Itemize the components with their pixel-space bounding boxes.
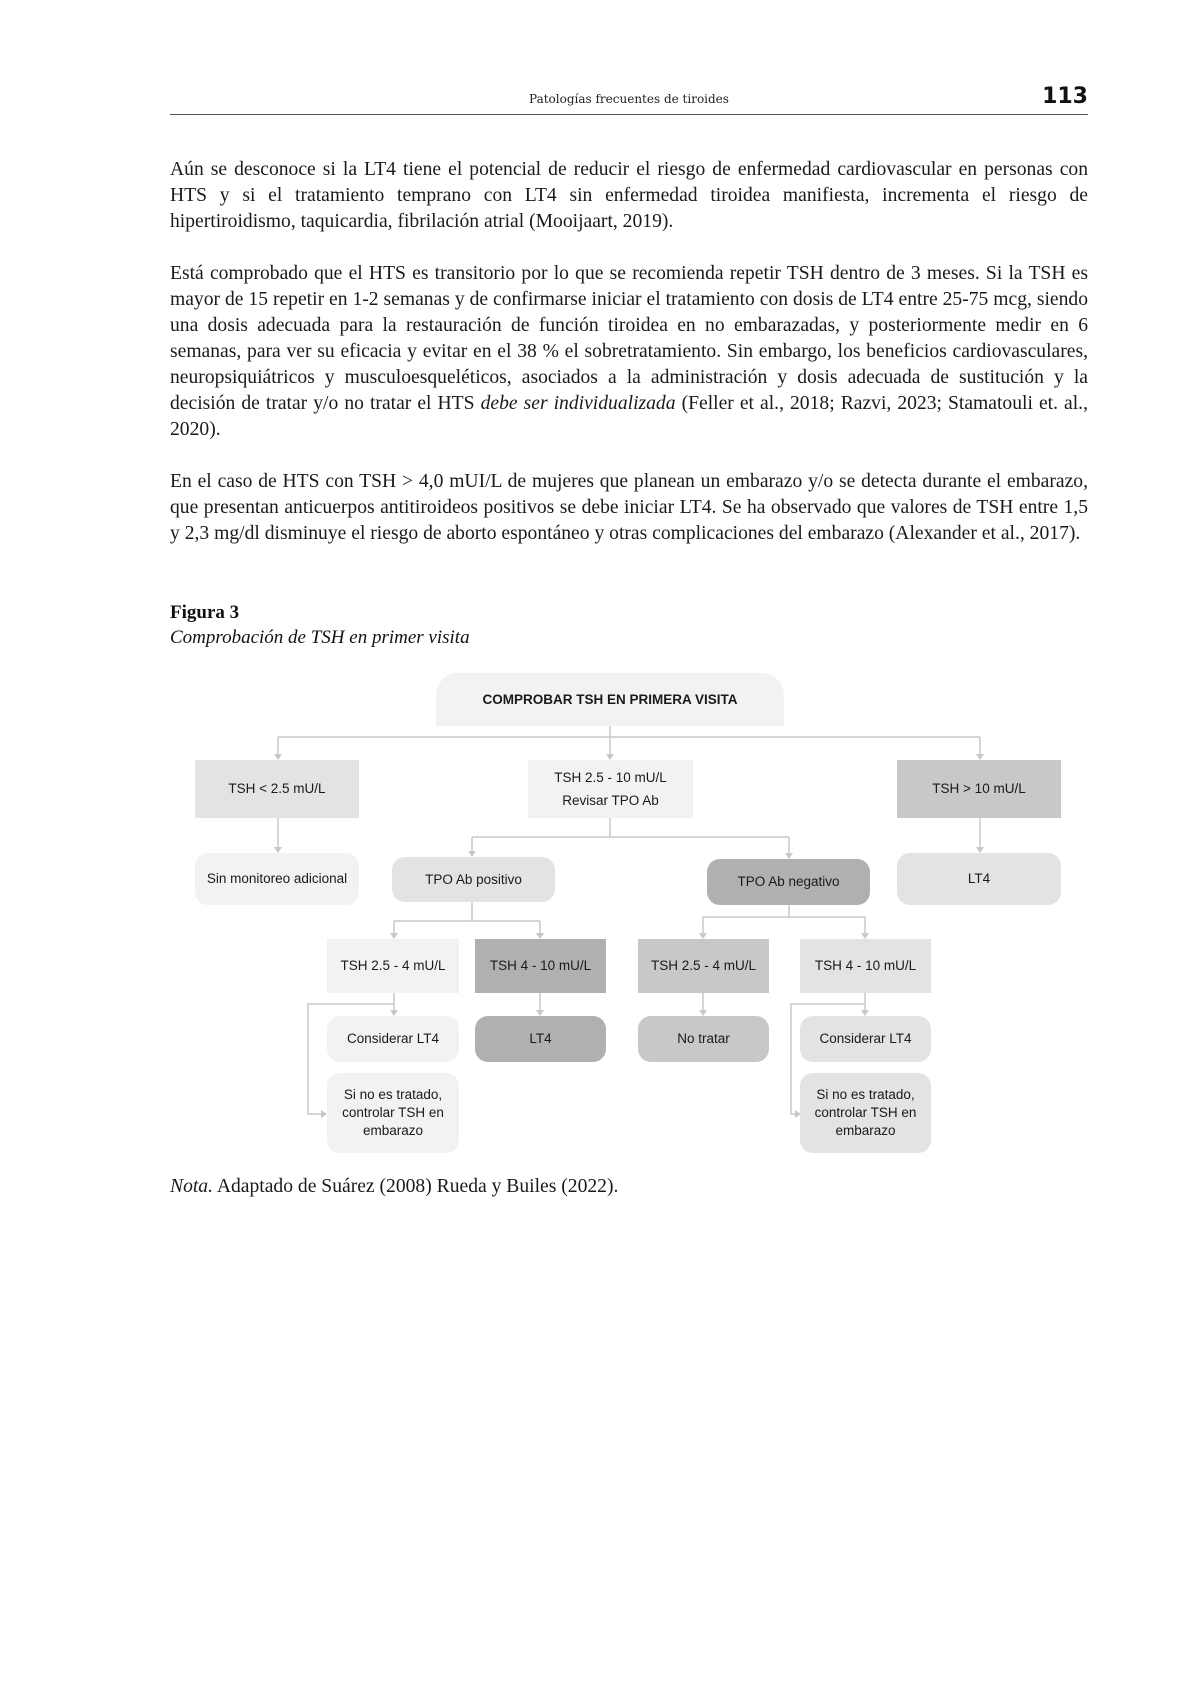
neg-no-treat-box: [638, 1016, 769, 1062]
tpo-positive-box: [392, 857, 555, 902]
flowchart-root-label: COMPROBAR TSH EN PRIMERA VISITA: [482, 691, 738, 707]
paragraph-1: Aún se desconoce si la LT4 tiene el potencial de reducir el riesgo de enfermedad cardiovascular en personas con HTS y si el tratamiento temprano con LT4 sin enfermedad tiroidea manifiesta, incrementa el riesgo de hipertiroidismo, taquicardia, fibrilación atrial (Mooijaart, 2019).: [170, 159, 1088, 232]
tsh-high-label: TSH > 10 mU/L: [932, 781, 1026, 796]
page-number: 113: [1042, 84, 1088, 109]
pos-tsh-high-box: [475, 939, 606, 993]
pos-pregnancy-control-line-3: embarazo: [362, 1123, 424, 1138]
neg-consider-lt4-label: Considerar LT4: [819, 1031, 912, 1046]
neg-pregnancy-control-line-1: Si no es tratado,: [816, 1087, 915, 1102]
no-monitoring-label: Sin monitoreo adicional: [206, 871, 348, 886]
figure-note: [170, 1176, 618, 1198]
neg-tsh-high-label: TSH 4 - 10 mU/L: [814, 958, 917, 973]
no-monitoring-box: [195, 853, 359, 905]
tsh-mid-label-2: Revisar TPO Ab: [562, 792, 659, 808]
pos-tsh-high-label: TSH 4 - 10 mU/L: [489, 958, 592, 973]
tpo-negative-label: TPO Ab negativo: [737, 874, 840, 889]
tpo-positive-label: TPO Ab positivo: [425, 871, 522, 887]
flowchart-root: [436, 673, 784, 726]
tsh-mid-label-1: TSH 2.5 - 10 mU/L: [554, 769, 667, 785]
pos-lt4-label: LT4: [529, 1031, 552, 1046]
tsh-low-box: [195, 760, 359, 818]
pos-consider-lt4-label: Considerar LT4: [346, 1031, 440, 1046]
tsh-low-label: TSH < 2.5 mU/L: [228, 781, 326, 796]
pos-pregnancy-control-line-2: controlar TSH en: [342, 1105, 444, 1120]
pos-tsh-low-label: TSH 2.5 - 4 mU/L: [340, 958, 446, 973]
figure-caption: Comprobación de TSH en primer visita: [170, 627, 470, 648]
neg-tsh-high-box: [800, 939, 931, 993]
pos-pregnancy-control-line-1: Si no es tratado,: [343, 1087, 443, 1102]
neg-tsh-low-box: [638, 939, 769, 993]
neg-tsh-low-label: TSH 2.5 - 4 mU/L: [650, 958, 757, 973]
pos-consider-lt4-box: [327, 1016, 459, 1062]
tsh-high-box: [897, 760, 1061, 818]
lt4-high-box: [897, 853, 1061, 905]
running-title: Patologías frecuentes de tiroides: [529, 92, 729, 106]
paragraph-2-text-a: Está comprobado que el HTS es transitorio por lo que se recomienda repetir TSH dentro de 3 meses. Si la TSH es mayor de 15 repetir en 1-2 semanas y de confirmarse iniciar el tratamiento con dosis de LT4 entre 25-75 mcg, siendo una dosis adecuada para la restauración de función tiroidea en no embarazadas, y posteriormente medir en 6 semanas, para ver su eficacia y evitar en el 38 % el sobretratamiento. Sin embargo, los beneficios cardiovasculares, neuropsiquiátricos y musculoesqueléticos, asociados a la administración y dosis adecuada de sustitución y la decisión de tratar y/o no tratar el HTS: [170, 263, 1088, 414]
neg-pregnancy-control-box: [800, 1073, 931, 1153]
pos-lt4-box: [475, 1016, 606, 1062]
paragraph-2-text-b: (Feller et al., 2018; Razvi, 2023; Stamatouli et. al., 2020).: [170, 393, 1088, 440]
neg-no-treat-label: No tratar: [677, 1031, 730, 1046]
paragraph-2-emphasis: debe ser individualizada: [480, 393, 676, 414]
neg-consider-lt4-box: [800, 1016, 931, 1062]
pos-pregnancy-control-box: [327, 1073, 459, 1153]
figure-label: Figura 3: [170, 602, 240, 623]
figure-note-label: Nota.: [170, 1176, 214, 1197]
neg-pregnancy-control-line-2: controlar TSH en: [814, 1105, 917, 1120]
tpo-negative-box: [707, 859, 870, 905]
figure-note-text: Adaptado de Suárez (2008) Rueda y Builes (2022).: [213, 1176, 619, 1197]
pos-tsh-low-box: [327, 939, 459, 993]
neg-pregnancy-control-line-3: embarazo: [835, 1123, 896, 1138]
lt4-high-label: LT4: [967, 871, 991, 886]
tsh-mid-box: [528, 760, 693, 818]
paragraph-3: En el caso de HTS con TSH > 4,0 mUI/L de mujeres que planean un embarazo y/o se detecta durante el embarazo, que presentan anticuerpos antitiroideos positivos se debe iniciar LT4. Se ha observado que valores de TSH entre 1,5 y 2,3 mg/dl disminuye el riesgo de aborto espontáneo y otras complicaciones del embarazo (Alexander et al., 2017).: [170, 471, 1088, 544]
